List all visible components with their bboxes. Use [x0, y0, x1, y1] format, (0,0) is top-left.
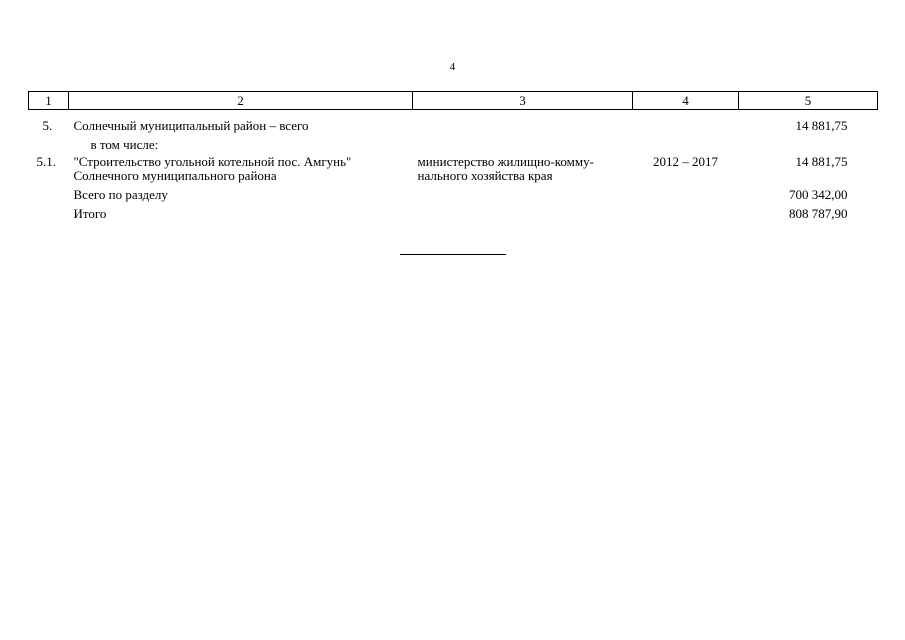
row-period [633, 133, 739, 152]
row-name-cell [69, 133, 413, 152]
table-header-row [29, 92, 878, 110]
column-header: 3 [413, 92, 633, 110]
table-row [29, 183, 878, 202]
row-period: 2012 – 2017 [653, 154, 718, 169]
row-number: 5. [42, 118, 53, 133]
budget-table [28, 91, 878, 221]
table-row [29, 110, 878, 134]
row-agency [413, 202, 633, 221]
row-number [29, 133, 69, 152]
row-period [633, 202, 739, 221]
row-name: Итого [73, 206, 107, 221]
row-amount: 700 342,00 [789, 187, 848, 202]
column-header: 1 [29, 92, 69, 110]
row-name: Всего по разделу [73, 187, 168, 202]
page-number: 4 [449, 61, 456, 73]
column-header: 2 [69, 92, 413, 110]
row-number [29, 202, 69, 221]
row-period [633, 110, 739, 134]
row-name-cell [69, 152, 413, 183]
column-header: 5 [739, 92, 878, 110]
end-divider-line [400, 254, 506, 255]
row-amount: 14 881,75 [795, 154, 848, 169]
row-name-line: Солнечного муниципального района [73, 168, 277, 183]
row-name: в том числе: [90, 137, 159, 152]
row-agency [413, 183, 633, 202]
row-agency-line: нального хозяйства края [417, 168, 553, 183]
row-agency-line: министерство жилищно-комму- [417, 154, 594, 169]
row-agency [413, 110, 633, 134]
row-amount: 14 881,75 [795, 118, 848, 133]
row-amount [739, 133, 878, 152]
row-number [29, 183, 69, 202]
row-name-line: "Строительство угольной котельной пос. Амгунь" [73, 154, 352, 169]
row-agency [413, 133, 633, 152]
row-number: 5.1. [36, 154, 56, 169]
row-period [633, 183, 739, 202]
table-row [29, 202, 878, 221]
row-name: Солнечный муниципальный район – всего [73, 118, 309, 133]
row-agency-cell [413, 152, 633, 183]
table-row [29, 133, 878, 152]
table-row [29, 152, 878, 183]
column-header: 4 [633, 92, 739, 110]
row-amount: 808 787,90 [789, 206, 848, 221]
